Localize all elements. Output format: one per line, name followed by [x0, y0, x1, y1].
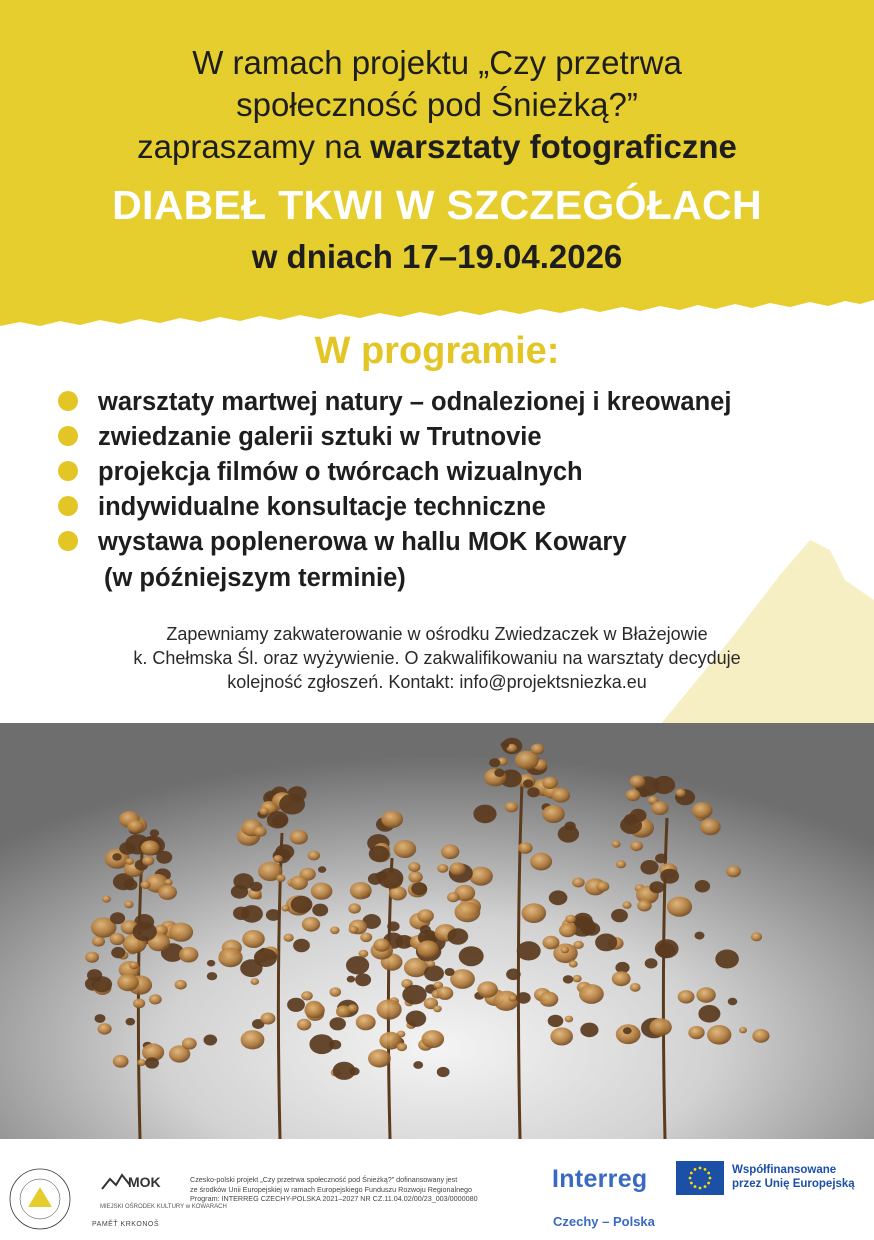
dried-petal: [427, 961, 436, 968]
dried-petal: [678, 990, 695, 1003]
dried-petal: [397, 1043, 408, 1051]
dried-petal: [695, 932, 705, 940]
dried-petal: [360, 933, 372, 943]
funding-note: [190, 1175, 540, 1204]
dried-petal: [564, 822, 575, 831]
dried-petal: [119, 842, 135, 855]
dried-petal: [142, 856, 154, 866]
eu-star-icon: [689, 1177, 692, 1180]
list-item: [58, 525, 858, 560]
dried-petal: [127, 820, 143, 833]
dried-petal: [406, 1011, 426, 1027]
dried-petal: [649, 1018, 671, 1036]
event-title: DIABEŁ TKWI W SZCZEGÓŁACH: [112, 182, 762, 228]
dried-petal: [573, 941, 583, 949]
dried-petal: [455, 902, 481, 923]
dried-petal: [698, 1005, 720, 1023]
dried-petal: [92, 976, 112, 992]
interreg-region: Czechy – Polska: [553, 1214, 655, 1229]
dried-petal: [655, 854, 667, 864]
dried-petal: [329, 1040, 341, 1050]
dried-petal: [346, 956, 369, 974]
funding-line-1: Czesko-polski projekt „Czy przetrwa społeczność pod Śnieżką?” dofinansowany jest: [190, 1175, 458, 1184]
dried-petal: [207, 960, 215, 967]
dried-petal: [150, 829, 159, 837]
dried-petal: [117, 974, 139, 991]
dried-petal: [651, 801, 668, 815]
dried-petal: [397, 1031, 406, 1038]
dried-petal: [368, 1049, 391, 1067]
dried-petal: [378, 868, 404, 889]
dried-petal: [473, 805, 496, 824]
dried-petal: [179, 947, 198, 963]
pamet-krkonos-logo: PAMĚŤ KRKONOŠ: [92, 1221, 160, 1228]
dried-petal: [630, 809, 647, 822]
mok-logo-subtext: MIEJSKI OŚRODEK KULTURY w KOWARACH: [100, 1204, 227, 1210]
dried-petal: [531, 744, 545, 755]
dried-petal: [408, 871, 422, 883]
dried-petal: [542, 805, 565, 823]
dried-petal: [381, 811, 403, 828]
dried-petal: [207, 972, 217, 980]
dried-petal: [569, 960, 578, 967]
dried-petal: [408, 862, 420, 872]
intro-line-3: [0, 126, 874, 168]
dried-petal: [728, 998, 738, 1006]
dried-petal: [422, 1030, 445, 1048]
dried-petal: [290, 830, 308, 845]
dried-petal: [281, 905, 289, 912]
dried-petal: [95, 1014, 106, 1023]
dried-petal: [565, 915, 576, 924]
dried-petal: [579, 984, 604, 1004]
dried-petal: [637, 900, 652, 912]
dried-petal: [241, 1030, 265, 1049]
dried-petal: [630, 775, 646, 788]
dried-petal: [449, 862, 465, 875]
dried-petal: [279, 794, 305, 815]
eu-star-icon: [694, 1168, 697, 1171]
dried-petal: [350, 882, 372, 899]
dried-petal: [552, 788, 571, 803]
intro-line-3-bold: warsztaty fotograficzne: [370, 128, 737, 165]
dried-petal: [700, 819, 721, 836]
dried-petal: [349, 1067, 359, 1075]
eu-flag-icon: [676, 1161, 724, 1195]
eu-star-icon: [690, 1182, 693, 1185]
dried-petal: [129, 962, 139, 970]
dried-petal: [290, 876, 308, 890]
dried-petal: [141, 840, 160, 855]
info-line-3: kolejność zgłoszeń. Kontakt: info@projektsniezka.eu: [227, 672, 647, 692]
program-list: [58, 385, 858, 560]
dried-petal: [447, 892, 460, 902]
mok-kowary-logo: [100, 1163, 161, 1203]
dried-petal: [433, 1005, 442, 1012]
dried-petal: [308, 851, 320, 861]
dried-petal: [656, 943, 675, 958]
dried-petal: [402, 985, 426, 1005]
dried-petal: [330, 927, 340, 935]
dried-petal: [102, 895, 111, 902]
dried-petal: [752, 1029, 769, 1043]
dried-petal: [137, 1059, 146, 1066]
dried-petal: [469, 867, 493, 886]
dried-petal: [284, 934, 294, 942]
dried-petal: [549, 890, 568, 905]
dried-petal: [267, 811, 289, 828]
dried-petal: [539, 992, 558, 1007]
dried-petal: [611, 909, 628, 922]
dried-petal: [715, 950, 739, 969]
dried-petal: [387, 921, 399, 931]
event-dates: w dniach 17–19.04.2026: [251, 238, 623, 275]
list-item-text: zwiedzanie galerii sztuki w Trutnovie: [98, 423, 542, 451]
dried-petal: [559, 923, 576, 937]
dried-petal: [437, 1067, 450, 1077]
dried-petal: [318, 866, 326, 873]
dried-petal: [413, 1061, 423, 1069]
dried-petal: [242, 930, 265, 948]
dried-petal: [218, 948, 242, 968]
dried-petal: [424, 965, 444, 981]
dried-petal: [630, 983, 641, 992]
dried-petal: [751, 932, 762, 941]
dried-petal: [612, 971, 631, 986]
dried-petal: [261, 1013, 276, 1025]
dried-petal: [739, 1027, 747, 1033]
dried-petal: [530, 853, 552, 871]
dried-petal: [330, 987, 342, 996]
dried-petal: [660, 869, 679, 884]
dried-petal: [573, 975, 582, 982]
list-item: [58, 420, 858, 455]
dried-petal: [612, 841, 621, 848]
dried-petal: [616, 860, 626, 868]
dried-petal: [563, 975, 574, 983]
dried-petal: [126, 858, 135, 865]
dried-petal: [542, 777, 558, 790]
dried-petal: [240, 959, 262, 977]
list-item-text: projekcja filmów o twórcach wizualnych: [98, 458, 583, 486]
dried-petal: [312, 904, 328, 917]
list-item: [58, 490, 858, 525]
dried-petal: [437, 864, 448, 873]
dried-petal: [523, 779, 533, 787]
eu-star-icon: [690, 1172, 693, 1175]
dried-petal: [518, 842, 533, 854]
bullet-dot-icon: [58, 426, 78, 446]
list-item: [58, 455, 858, 490]
list-item-text: indywidualne konsultacje techniczne: [98, 493, 546, 521]
dried-petal: [505, 802, 518, 813]
dried-petal: [692, 802, 713, 819]
dried-petal: [517, 941, 541, 960]
info-block: [0, 622, 874, 694]
dried-petal: [347, 1004, 357, 1012]
list-item: [58, 385, 858, 420]
dried-petal: [489, 758, 500, 767]
dried-petal: [595, 934, 617, 952]
dried-petal: [124, 879, 138, 890]
bullet-dot-icon: [58, 391, 78, 411]
dried-petal: [145, 1057, 159, 1068]
eu-funding-label: [732, 1163, 855, 1191]
dried-petal: [506, 969, 521, 981]
dried-petal: [241, 905, 263, 923]
eu-star-icon: [699, 1167, 702, 1170]
dried-petal: [688, 1026, 704, 1039]
dried-petal: [630, 841, 643, 851]
dried-petal: [543, 936, 560, 950]
dried-petal: [640, 860, 658, 875]
eu-line-1: Współfinansowane: [732, 1164, 837, 1176]
dried-petal: [516, 992, 531, 1004]
intro-line-1: W ramach projektu „Czy przetrwa: [192, 44, 682, 81]
info-line-1: Zapewniamy zakwaterowanie w ośrodku Zwiedzaczek w Błażejowie: [166, 624, 708, 644]
dried-petal: [696, 987, 715, 1002]
dried-petal: [676, 789, 686, 797]
info-line-2: k. Chełmska Śl. oraz wyżywienie. O zakwalifikowaniu na warsztaty decyduje: [133, 648, 741, 668]
dried-petal: [330, 1017, 346, 1030]
dried-petal: [494, 769, 504, 777]
dried-petal: [165, 879, 173, 886]
dried-petal: [447, 928, 468, 945]
dried-petal: [311, 883, 333, 900]
dried-petal: [623, 1027, 632, 1034]
dried-petal: [359, 950, 369, 958]
dried-petal: [233, 873, 253, 889]
dried-petal: [111, 947, 125, 958]
eu-star-icon: [709, 1177, 712, 1180]
dried-petal: [259, 807, 269, 815]
dried-petal: [287, 998, 305, 1012]
dried-petal: [204, 1035, 218, 1046]
dried-petal: [527, 787, 540, 797]
dried-petal: [349, 926, 359, 934]
dried-petal: [301, 991, 313, 1000]
dried-petal: [726, 866, 741, 878]
dried-petal: [356, 1014, 376, 1030]
dried-petal: [509, 995, 517, 1002]
dried-petal: [573, 913, 593, 929]
intro-line-2: społeczność pod Śnieżką?”: [236, 86, 638, 123]
eu-star-icon: [699, 1187, 702, 1190]
dried-petal: [251, 978, 260, 985]
dried-petal: [649, 881, 664, 893]
funding-line-2: ze środków Unii Europejskiej w ramach Europejskiego Funduszu Rozwoju Regionalnego: [190, 1184, 473, 1194]
dried-petal: [297, 1019, 311, 1031]
eu-line-2: przez Unię Europejską: [732, 1178, 855, 1190]
dried-petal: [291, 896, 313, 913]
dried-petal: [302, 917, 320, 932]
dried-petal: [266, 909, 281, 921]
dried-petal: [394, 840, 417, 858]
dried-petal: [110, 933, 125, 945]
dried-petal: [522, 903, 547, 923]
dried-petal: [369, 846, 389, 862]
yellow-header: [0, 0, 874, 330]
dried-petal: [347, 976, 355, 983]
dried-petal: [304, 1002, 324, 1018]
dried-petal: [441, 844, 459, 859]
dried-petal: [348, 903, 361, 913]
eu-star-icon: [704, 1168, 707, 1171]
exhibition-note: (w późniejszym terminie): [104, 564, 406, 592]
bullet-dot-icon: [58, 496, 78, 516]
dried-petal: [580, 1023, 598, 1038]
interreg-logo: Interreg: [552, 1165, 648, 1193]
bullet-dot-icon: [58, 531, 78, 551]
dried-petal: [92, 936, 105, 946]
dried-petal: [112, 853, 121, 861]
program-heading: W programie:: [314, 330, 560, 372]
dried-petal: [411, 882, 427, 895]
dried-petal: [169, 923, 193, 942]
dried-petal: [596, 881, 609, 891]
dried-petal: [459, 946, 484, 966]
dried-petal: [437, 987, 454, 1000]
dried-petal: [113, 1055, 129, 1068]
dried-petal: [501, 741, 510, 748]
footer: [0, 1139, 874, 1240]
dried-petal: [550, 1028, 573, 1046]
dried-petal: [293, 939, 310, 952]
dried-petal: [572, 878, 585, 888]
dried-petal: [477, 981, 498, 997]
funding-line-3: Program: INTERREG CZECHY-POLSKA 2021–2027 NR CZ.11.04.02/00/23_003/0000080: [190, 1194, 478, 1203]
dried-petal: [276, 874, 285, 882]
dried-petal: [133, 922, 157, 941]
dried-petal: [707, 1025, 731, 1045]
dried-petal: [695, 880, 710, 892]
dried-petal: [445, 968, 455, 976]
dried-petal: [377, 999, 402, 1019]
dried-petal: [98, 1023, 112, 1034]
dried-petal: [133, 999, 145, 1009]
dried-petal: [565, 1016, 574, 1023]
eu-star-icon: [707, 1182, 710, 1185]
dried-petal: [355, 973, 371, 986]
dried-petal: [417, 909, 434, 922]
dried-petal: [548, 1015, 564, 1027]
dried-petal: [149, 994, 162, 1004]
dried-petal: [110, 912, 125, 924]
dried-petal: [561, 946, 570, 953]
intro-line-3-prefix: zapraszamy na: [137, 128, 371, 165]
mok-logo-text: MOK: [128, 1174, 161, 1190]
eu-star-icon: [704, 1185, 707, 1188]
dried-petal: [182, 1038, 197, 1050]
dried-petal: [622, 901, 631, 908]
dried-petal: [126, 1018, 136, 1026]
dried-petal: [254, 826, 267, 836]
bullet-dot-icon: [58, 461, 78, 481]
dried-flowers-photo: [0, 723, 874, 1139]
list-item-text: warsztaty martwej natury – odnalezionej i kreowanej: [98, 388, 732, 416]
list-item-text: wystawa poplenerowa w hallu MOK Kowary: [98, 528, 627, 556]
eu-star-icon: [707, 1172, 710, 1175]
eu-star-icon: [694, 1185, 697, 1188]
dried-petal: [273, 855, 283, 863]
dried-petal: [626, 789, 641, 801]
dried-petal: [85, 952, 99, 963]
dried-petal: [158, 885, 177, 900]
dried-petal: [140, 881, 150, 889]
project-circle-logo: [8, 1167, 72, 1231]
dried-petal: [667, 897, 692, 917]
dried-petal: [417, 940, 439, 958]
dried-petal: [374, 939, 390, 952]
dried-petal: [175, 980, 187, 990]
dried-petal: [645, 958, 658, 968]
dried-petal: [124, 901, 133, 909]
